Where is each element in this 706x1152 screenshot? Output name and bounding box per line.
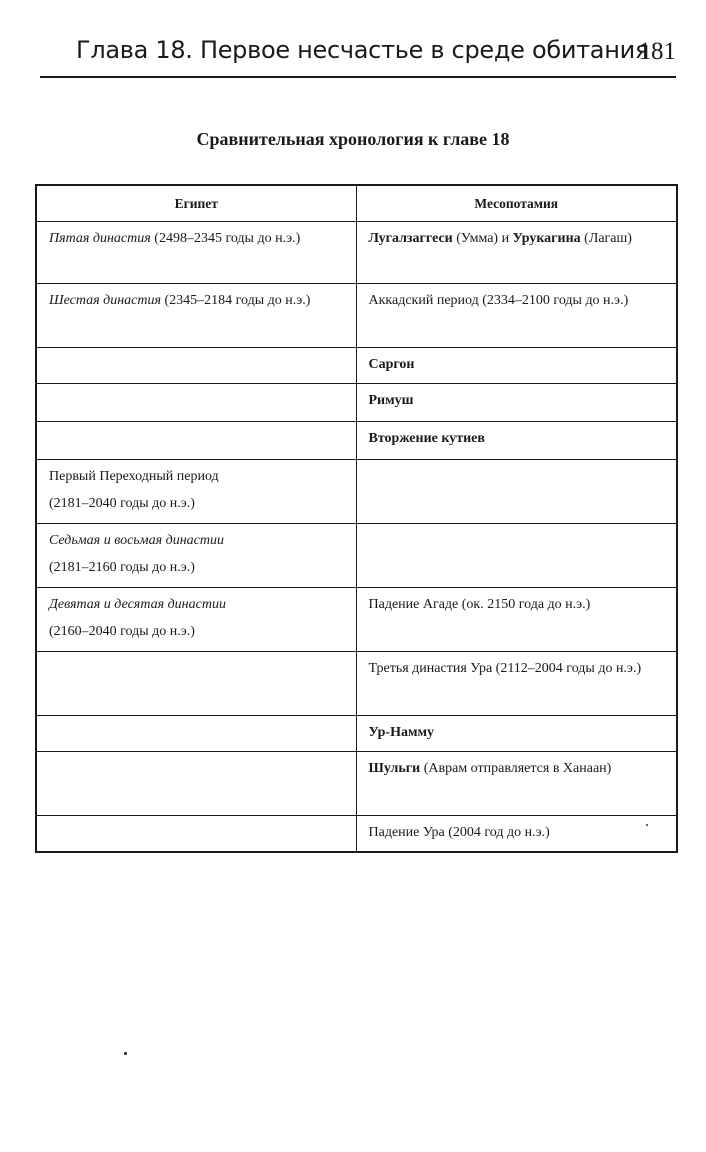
table-row [36,384,677,422]
ruler-name: Урукагина [512,231,581,246]
ruler-name: Лугалзаггеси [368,231,453,246]
mesopotamia-cell: Ур-Намму [356,716,677,752]
table-row [36,422,677,460]
table-row [36,284,677,348]
mesopotamia-cell-empty [356,460,677,524]
ruler-name: Шульги [368,761,421,776]
egypt-cell [36,222,356,284]
egypt-cell-empty [36,384,356,422]
mesopotamia-cell: Третья династия Ура (2112–2004 годы до н.э.) [356,652,677,716]
date-range: (2345–2184 годы до н.э.) [161,293,311,308]
date-range: (2160–2040 годы до н.э.) [49,624,195,639]
mesopotamia-cell: Вторжение кутиев [356,422,677,460]
dynasty-name: Пятая династия [49,231,151,246]
mesopotamia-cell: Падение Агаде (ок. 2150 года до н.э.) [356,588,677,652]
column-header-egypt: Египет [36,185,356,222]
egypt-cell-empty [36,348,356,384]
table-row [36,588,677,652]
egypt-cell-empty [36,752,356,816]
table-row [36,460,677,524]
column-header-mesopotamia: Месопотамия [356,185,677,222]
table-title: Сравнительная хронология к главе 18 [196,129,510,149]
egypt-cell [36,284,356,348]
chapter-title: Глава 18. Первое несчастье в среде обитания [76,36,650,64]
table-row [36,816,677,852]
cell-text: (Лагаш) [580,231,632,246]
table-row [36,652,677,716]
table-row [36,524,677,588]
egypt-cell-empty [36,422,356,460]
mesopotamia-cell [356,222,677,284]
egypt-cell-empty [36,652,356,716]
egypt-cell [36,460,356,524]
date-range: (2498–2345 годы до н.э.) [150,231,301,246]
page-number: 181 [638,38,676,65]
mesopotamia-cell: Римуш [356,384,677,422]
cell-text: (Умма) и [452,231,513,246]
running-head [40,36,676,78]
mesopotamia-cell [356,752,677,816]
cell-text: (Аврам отправляется в Ханаан) [420,761,612,776]
table-row [36,222,677,284]
mesopotamia-cell-empty [356,524,677,588]
table-row [36,752,677,816]
mesopotamia-cell: Падение Ура (2004 год до н.э.) [356,816,677,852]
egypt-cell [36,524,356,588]
mesopotamia-cell: Аккадский период (2334–2100 годы до н.э.) [356,284,677,348]
table-row [36,716,677,752]
egypt-cell-empty [36,816,356,852]
dynasty-name: Шестая династия [49,293,161,308]
egypt-cell-empty [36,716,356,752]
dynasty-name: Седьмая и восьмая династии [49,533,224,548]
scan-speck [124,1052,127,1055]
table-header-row [36,185,677,222]
date-range: (2181–2160 годы до н.э.) [49,560,195,575]
chronology-table [35,184,678,853]
egypt-cell [36,588,356,652]
mesopotamia-cell: Саргон [356,348,677,384]
dynasty-name: Девятая и десятая династии [49,597,226,612]
date-range: (2181–2040 годы до н.э.) [49,496,195,511]
table-row [36,348,677,384]
scan-speck [646,824,648,826]
period-name: Первый Переходный период [49,469,219,484]
